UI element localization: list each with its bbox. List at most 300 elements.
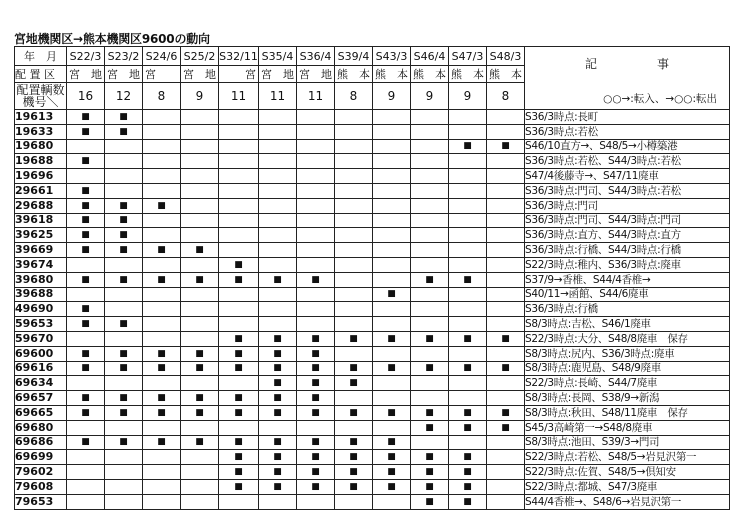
assignment-cell — [259, 376, 297, 391]
assignment-cell — [105, 124, 143, 139]
assignment-cell — [105, 154, 143, 169]
assignment-cell — [67, 169, 105, 184]
depot-char: 熊 — [375, 68, 386, 81]
table-row — [15, 465, 730, 480]
assignment-cell — [259, 435, 297, 450]
assignment-cell — [297, 110, 335, 125]
note-cell: S22/3時点:佐賀、S48/5→倶知安 — [525, 465, 730, 480]
assignment-cell — [259, 213, 297, 228]
assigned-mark: ■ — [195, 437, 204, 448]
assignment-cell — [411, 154, 449, 169]
assigned-mark: ■ — [234, 274, 243, 285]
note-cell: S36/3時点:門司、S44/3時点:若松 — [525, 183, 730, 198]
assigned-mark: ■ — [273, 437, 282, 448]
assignment-cell — [335, 317, 373, 332]
assignment-cell — [67, 243, 105, 258]
assignment-cell — [297, 257, 335, 272]
assignment-cell — [335, 213, 373, 228]
assigned-mark: ■ — [425, 333, 434, 344]
assigned-mark: ■ — [119, 393, 128, 404]
assigned-mark: ■ — [157, 363, 166, 374]
assignment-cell — [373, 346, 411, 361]
assignment-cell — [143, 302, 181, 317]
assigned-mark: ■ — [195, 274, 204, 285]
assignment-cell — [219, 317, 259, 332]
loco-number: 19633 — [15, 124, 67, 139]
assigned-mark: ■ — [234, 333, 243, 344]
depot-char: 熊 — [413, 68, 424, 81]
assignment-cell — [373, 435, 411, 450]
depot-header — [259, 66, 297, 83]
assignment-cell — [487, 257, 525, 272]
assigned-mark: ■ — [387, 437, 396, 448]
assignment-cell — [219, 257, 259, 272]
assignment-cell — [105, 391, 143, 406]
assigned-mark: ■ — [425, 422, 434, 433]
assignment-cell — [297, 376, 335, 391]
note-cell: S8/3時点:尻内、S36/3時点:廃車 — [525, 346, 730, 361]
assigned-mark: ■ — [273, 393, 282, 404]
assignment-cell — [297, 213, 335, 228]
depot-char: 宮 — [299, 68, 310, 81]
depot-char: 宮 — [69, 68, 80, 81]
assignment-cell — [373, 287, 411, 302]
note-cell: S36/3時点:行橋、S44/3時点:行橋 — [525, 243, 730, 258]
depot-char: 地 — [91, 68, 102, 81]
table-row — [15, 450, 730, 465]
assigned-mark: ■ — [311, 348, 320, 359]
assignment-cell — [219, 479, 259, 494]
assigned-mark: ■ — [119, 274, 128, 285]
depot-char: 地 — [283, 68, 294, 81]
assignment-cell — [411, 405, 449, 420]
assignment-cell — [373, 494, 411, 509]
assignment-cell — [219, 391, 259, 406]
assigned-mark: ■ — [273, 452, 282, 463]
assignment-cell — [487, 479, 525, 494]
assignment-cell — [487, 420, 525, 435]
assigned-mark: ■ — [311, 363, 320, 374]
assignment-cell — [219, 287, 259, 302]
assignment-cell — [411, 376, 449, 391]
assignment-cell — [297, 450, 335, 465]
note-cell: S22/3時点:長崎、S44/7廃車 — [525, 376, 730, 391]
assigned-mark: ■ — [81, 363, 90, 374]
assignment-cell — [335, 124, 373, 139]
assignment-cell — [335, 272, 373, 287]
loco-number: 69600 — [15, 346, 67, 361]
assignment-cell — [449, 465, 487, 480]
loco-number: 29688 — [15, 198, 67, 213]
note-cell: S40/11→函館、S44/6廃車 — [525, 287, 730, 302]
assigned-mark: ■ — [81, 111, 90, 122]
depot-char: 熊 — [489, 68, 500, 81]
assignment-cell — [181, 272, 219, 287]
assigned-mark: ■ — [81, 407, 90, 418]
assignment-cell — [259, 391, 297, 406]
note-cell: S8/3時点:秋田、S48/11廃車 保存 — [525, 405, 730, 420]
assignment-cell — [181, 317, 219, 332]
assignment-cell — [181, 346, 219, 361]
assignment-cell — [487, 124, 525, 139]
assigned-mark: ■ — [311, 452, 320, 463]
table-row — [15, 494, 730, 509]
assignment-cell — [297, 494, 335, 509]
page-title: 宮地機関区→熊本機関区9600の動向 — [14, 32, 210, 46]
assigned-mark: ■ — [157, 393, 166, 404]
assignment-cell — [297, 287, 335, 302]
assigned-mark: ■ — [463, 274, 472, 285]
assignment-cell — [297, 228, 335, 243]
period-header: S39/4 — [335, 47, 373, 66]
assignment-cell — [297, 361, 335, 376]
assignment-cell — [143, 450, 181, 465]
table-row — [15, 405, 730, 420]
assignment-cell — [219, 494, 259, 509]
assignment-cell — [259, 110, 297, 125]
assignment-cell — [373, 450, 411, 465]
assigned-mark: ■ — [273, 481, 282, 492]
assigned-mark: ■ — [119, 348, 128, 359]
assigned-mark: ■ — [349, 467, 358, 478]
assignment-cell — [181, 213, 219, 228]
assignment-cell — [219, 154, 259, 169]
assignment-cell — [259, 154, 297, 169]
assignment-cell — [411, 139, 449, 154]
assigned-mark: ■ — [119, 111, 128, 122]
assigned-mark: ■ — [311, 481, 320, 492]
assignment-cell — [449, 450, 487, 465]
assignment-cell — [259, 331, 297, 346]
assignment-cell — [335, 465, 373, 480]
assignment-cell — [143, 465, 181, 480]
loco-number: 79653 — [15, 494, 67, 509]
note-cell: S22/3時点:大分、S48/8廃車 保存 — [525, 331, 730, 346]
assignment-cell — [411, 272, 449, 287]
assignment-cell — [259, 494, 297, 509]
assignment-cell — [105, 139, 143, 154]
assignment-cell — [411, 169, 449, 184]
assignment-cell — [373, 420, 411, 435]
assigned-mark: ■ — [273, 333, 282, 344]
assigned-mark: ■ — [119, 126, 128, 137]
assigned-mark: ■ — [157, 348, 166, 359]
assignment-cell — [67, 272, 105, 287]
note-cell: S8/3時点:長岡、S38/9→新潟 — [525, 391, 730, 406]
assignment-cell — [67, 494, 105, 509]
assigned-mark: ■ — [425, 363, 434, 374]
assigned-mark: ■ — [157, 200, 166, 211]
assignment-cell — [411, 346, 449, 361]
assigned-mark: ■ — [387, 467, 396, 478]
assignment-cell — [373, 154, 411, 169]
assignment-cell — [219, 465, 259, 480]
assignment-cell — [297, 479, 335, 494]
assignment-cell — [143, 257, 181, 272]
assignment-cell — [335, 139, 373, 154]
assignment-cell — [181, 361, 219, 376]
assigned-mark: ■ — [463, 363, 472, 374]
period-header: S36/4 — [297, 47, 335, 66]
assignment-cell — [259, 361, 297, 376]
assignment-cell — [105, 169, 143, 184]
assignment-cell — [335, 257, 373, 272]
assignment-cell — [219, 361, 259, 376]
assignment-cell — [373, 465, 411, 480]
assigned-mark: ■ — [234, 393, 243, 404]
assignment-cell — [219, 272, 259, 287]
assignment-cell — [181, 124, 219, 139]
assigned-mark: ■ — [311, 407, 320, 418]
assigned-mark: ■ — [81, 437, 90, 448]
assignment-cell — [67, 450, 105, 465]
assigned-mark: ■ — [387, 289, 396, 300]
loco-number: 19688 — [15, 154, 67, 169]
assignment-cell — [219, 110, 259, 125]
assignment-cell — [487, 243, 525, 258]
assigned-mark: ■ — [311, 333, 320, 344]
assigned-mark: ■ — [501, 363, 510, 374]
assignment-cell — [105, 287, 143, 302]
count-header: 9 — [449, 83, 487, 110]
assignment-cell — [487, 317, 525, 332]
assignment-cell — [105, 494, 143, 509]
period-header: S24/6 — [143, 47, 181, 66]
table-row — [15, 213, 730, 228]
assignment-cell — [259, 420, 297, 435]
loco-number: 39625 — [15, 228, 67, 243]
assignment-cell — [219, 435, 259, 450]
assignment-cell — [487, 391, 525, 406]
assignment-cell — [181, 228, 219, 243]
assignment-cell — [487, 272, 525, 287]
assigned-mark: ■ — [387, 452, 396, 463]
assigned-mark: ■ — [195, 393, 204, 404]
depot-header — [449, 66, 487, 83]
assignment-cell — [105, 361, 143, 376]
assigned-mark: ■ — [157, 407, 166, 418]
assignment-cell — [219, 376, 259, 391]
period-header: S47/3 — [449, 47, 487, 66]
assignment-cell — [449, 420, 487, 435]
depot-char: 宮 — [183, 68, 194, 81]
assigned-mark: ■ — [81, 230, 90, 241]
assignment-cell — [105, 435, 143, 450]
table-row — [15, 479, 730, 494]
assignment-cell — [411, 331, 449, 346]
assigned-mark: ■ — [463, 452, 472, 463]
assignment-cell — [143, 331, 181, 346]
assignment-cell — [181, 376, 219, 391]
assignment-cell — [449, 243, 487, 258]
assignment-cell — [259, 405, 297, 420]
assignment-cell — [297, 272, 335, 287]
assignment-cell — [487, 302, 525, 317]
assignment-cell — [219, 139, 259, 154]
depot-header — [411, 66, 449, 83]
loco-number: 69686 — [15, 435, 67, 450]
depot-char: 本 — [511, 68, 522, 81]
assignment-cell — [411, 213, 449, 228]
note-cell: S22/3時点:若松、S48/5→岩見沢第一 — [525, 450, 730, 465]
assignment-cell — [373, 124, 411, 139]
table-row — [15, 420, 730, 435]
assignment-cell — [335, 361, 373, 376]
assigned-mark: ■ — [119, 407, 128, 418]
assigned-mark: ■ — [349, 363, 358, 374]
count-header: 11 — [297, 83, 335, 110]
note-cell: S36/3時点:若松、S44/3時点:若松 — [525, 154, 730, 169]
assignment-cell — [67, 110, 105, 125]
table-row — [15, 183, 730, 198]
assigned-mark: ■ — [501, 141, 510, 152]
assignment-cell — [449, 287, 487, 302]
note-cell: S46/10直方→、S48/5→小樽築港 — [525, 139, 730, 154]
assignment-cell — [411, 420, 449, 435]
assignment-cell — [335, 183, 373, 198]
assignment-cell — [487, 331, 525, 346]
assigned-mark: ■ — [234, 437, 243, 448]
assignment-cell — [259, 183, 297, 198]
assigned-mark: ■ — [463, 333, 472, 344]
assignment-cell — [105, 302, 143, 317]
loco-number: 29661 — [15, 183, 67, 198]
assignment-cell — [67, 420, 105, 435]
assignment-cell — [449, 376, 487, 391]
assignment-cell — [219, 346, 259, 361]
assigned-mark: ■ — [463, 141, 472, 152]
assignment-cell — [449, 213, 487, 228]
assignment-cell — [335, 228, 373, 243]
assignment-cell — [487, 213, 525, 228]
assignment-cell — [105, 405, 143, 420]
assignment-cell — [181, 465, 219, 480]
assignment-cell — [335, 405, 373, 420]
assignment-cell — [487, 435, 525, 450]
assignment-cell — [143, 420, 181, 435]
assignment-cell — [67, 183, 105, 198]
depot-char: 地 — [321, 68, 332, 81]
assigned-mark: ■ — [195, 348, 204, 359]
loco-number: 69657 — [15, 391, 67, 406]
assignment-cell — [411, 435, 449, 450]
assignment-cell — [487, 287, 525, 302]
loco-number: 59670 — [15, 331, 67, 346]
depot-char: 地 — [129, 68, 140, 81]
loco-number: 39680 — [15, 272, 67, 287]
depot-char: 本 — [473, 68, 484, 81]
depot-header — [67, 66, 105, 83]
table-row — [15, 228, 730, 243]
assignment-cell — [335, 169, 373, 184]
assignment-cell — [143, 110, 181, 125]
assignment-cell — [67, 124, 105, 139]
assignment-cell — [297, 169, 335, 184]
assignment-cell — [105, 257, 143, 272]
assignment-cell — [411, 110, 449, 125]
assignment-cell — [373, 479, 411, 494]
depot-label: 配 置 区 — [15, 66, 67, 83]
assigned-mark: ■ — [349, 333, 358, 344]
assigned-mark: ■ — [349, 407, 358, 418]
count-header: 9 — [411, 83, 449, 110]
assignment-cell — [143, 494, 181, 509]
assigned-mark: ■ — [311, 467, 320, 478]
assignment-cell — [259, 465, 297, 480]
assignment-cell — [219, 405, 259, 420]
table-row — [15, 198, 730, 213]
assignment-cell — [143, 154, 181, 169]
assignment-cell — [449, 228, 487, 243]
assigned-mark: ■ — [311, 393, 320, 404]
assignment-cell — [373, 228, 411, 243]
assignment-cell — [449, 494, 487, 509]
assignment-cell — [449, 346, 487, 361]
assignment-cell — [143, 213, 181, 228]
assignment-cell — [335, 331, 373, 346]
count-header: 8 — [143, 83, 181, 110]
assignment-cell — [143, 272, 181, 287]
assignment-cell — [143, 361, 181, 376]
assignment-cell — [449, 435, 487, 450]
note-cell: S36/3時点:行橋 — [525, 302, 730, 317]
assigned-mark: ■ — [311, 274, 320, 285]
assignment-cell — [67, 139, 105, 154]
assigned-mark: ■ — [234, 452, 243, 463]
assignment-cell — [335, 494, 373, 509]
assignment-cell — [449, 154, 487, 169]
assignment-cell — [297, 391, 335, 406]
note-cell: S36/3時点:直方、S44/3時点:直方 — [525, 228, 730, 243]
assignment-cell — [143, 139, 181, 154]
depot-header — [487, 66, 525, 83]
assignment-cell — [449, 405, 487, 420]
assigned-mark: ■ — [195, 407, 204, 418]
assigned-mark: ■ — [463, 467, 472, 478]
assignment-cell — [297, 183, 335, 198]
count-header: 9 — [373, 83, 411, 110]
assigned-mark: ■ — [425, 481, 434, 492]
assignment-cell — [373, 317, 411, 332]
assignment-cell — [487, 361, 525, 376]
table-row — [15, 243, 730, 258]
table-row — [15, 361, 730, 376]
assignment-cell — [181, 183, 219, 198]
assigned-mark: ■ — [349, 378, 358, 389]
assignment-cell — [449, 257, 487, 272]
assignment-cell — [411, 198, 449, 213]
loco-number: 79602 — [15, 465, 67, 480]
table-row — [15, 124, 730, 139]
assigned-mark: ■ — [273, 378, 282, 389]
depot-header — [219, 66, 259, 83]
count-header: 9 — [181, 83, 219, 110]
assignment-cell — [105, 228, 143, 243]
assignment-cell — [181, 302, 219, 317]
assignment-cell — [297, 243, 335, 258]
loco-number: 79608 — [15, 479, 67, 494]
assignment-cell — [259, 450, 297, 465]
assigned-mark: ■ — [157, 245, 166, 256]
assigned-mark: ■ — [119, 437, 128, 448]
period-header: S43/3 — [373, 47, 411, 66]
assignment-cell — [143, 317, 181, 332]
depot-header — [143, 66, 181, 83]
assignment-cell — [449, 317, 487, 332]
assignment-cell — [297, 317, 335, 332]
assignment-cell — [219, 228, 259, 243]
assignment-cell — [219, 213, 259, 228]
